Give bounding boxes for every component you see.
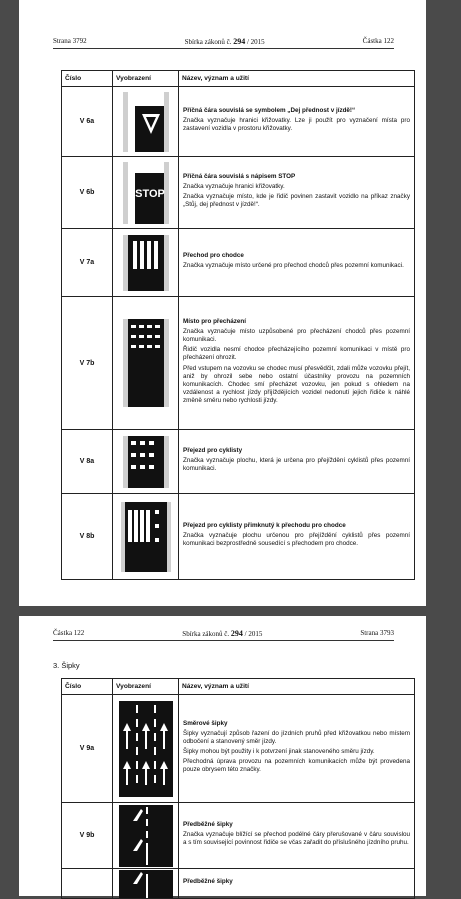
sign-v9b-image	[113, 803, 179, 869]
stop-text: STOP	[134, 187, 165, 200]
table-row	[62, 229, 415, 297]
sign-code: V 9a	[62, 695, 113, 803]
sign-description: Přechod pro chodce Značka vyznačuje místo určené pro přechod chodců přes pozemní komunikaci.	[179, 229, 415, 297]
table-row	[62, 297, 415, 430]
table-row	[62, 157, 415, 229]
header-right: Strana 3793	[360, 629, 394, 637]
sign-v7a-image	[113, 229, 179, 297]
sign-description: Směrové šipky Šipky vyznačují způsob řazení do jízdních pruhů před křižovatkou nebo místem odbočení a stanovený směr jízdy. Šipky mohou být použity i k potvrzení jinak stanoveného směru jízdy. Přechodná úprava provozu na pozemních komunikacích může být provedena pouze obrysem této značky.	[179, 695, 415, 803]
col-pic-header: Vyobrazení	[113, 679, 179, 695]
table-row	[62, 695, 415, 803]
page-2	[19, 616, 426, 896]
sign-code	[62, 869, 113, 899]
sign-code: V 8a	[62, 430, 113, 494]
table-header-row	[62, 71, 415, 87]
table-row	[62, 494, 415, 580]
sign-description: Přejezd pro cyklisty Značka vyznačuje plochu, která je určena pro přejíždění cyklistů přes pozemní komunikaci.	[179, 430, 415, 494]
sign-description: Příčná čára souvislá s nápisem STOP Značka vyznačuje hranici křižovatky. Značka vyznačuje místo, kde je řidič povinen zastavit vozidlo na příkaz značky „Stůj, dej přednost v jízdě!“.	[179, 157, 415, 229]
sign-description: Předběžné šipky Značka vyznačuje blížící se přechod podélné čáry přerušované v čáru souvislou a s tím související povinnost řidiče se včas zařadit do příslušného jízdního pruhu.	[179, 803, 415, 869]
sign-code: V 6a	[62, 87, 113, 157]
header-center: Sbírka zákonů č. 294 / 2015	[182, 629, 263, 638]
sign-description: Předběžné šipky	[179, 869, 415, 899]
sign-next-image	[113, 869, 179, 899]
header-left: Částka 122	[53, 629, 85, 637]
table-row	[62, 869, 415, 899]
table-row	[62, 87, 415, 157]
col-text-header: Název, význam a užití	[179, 71, 415, 87]
col-text-header: Název, význam a užití	[179, 679, 415, 695]
sign-code: V 8b	[62, 494, 113, 580]
sign-v8a-image	[113, 430, 179, 494]
sign-v6a-image	[113, 87, 179, 157]
signs-table-1	[61, 70, 415, 580]
table-row	[62, 803, 415, 869]
sign-v6b-image	[113, 157, 179, 229]
col-num-header: Číslo	[62, 679, 113, 695]
header-center: Sbírka zákonů č. 294 / 2015	[184, 37, 265, 46]
sign-description: Místo pro přecházení Značka vyznačuje místo uzpůsobené pro přecházení chodců přes pozemní komunikaci. Řidič vozidla nesmí chodce přecházejícího pozemní komunikaci v místě pro přecházení ohrozit. Před vstupem na vozovku se chodec musí přesvědčit, zdali může vozovku přejít, aniž by ohrozil sebe nebo ostatní účastníky provozu na pozemních komunikacích. Chodec smí přecházet vozovku, jen pokud s ohledem na vzdálenost a rychlost jízdy přijíždějících vozidel nedonutí jejich řidiče k náhlé změně směru nebo rychlosti jízdy.	[179, 297, 415, 430]
sign-code: V 6b	[62, 157, 113, 229]
table-header-row	[62, 679, 415, 695]
sign-code: V 9b	[62, 803, 113, 869]
sign-v8b-image	[113, 494, 179, 580]
col-num-header: Číslo	[62, 71, 113, 87]
table-row	[62, 430, 415, 494]
sign-description: Přejezd pro cyklisty přimknutý k přechodu pro chodce Značka vyznačuje plochu určenou pro přejíždění cyklistů přes pozemní komunikaci bezprostředně sousedící s přechodem pro chodce.	[179, 494, 415, 580]
page-header	[53, 629, 394, 641]
page-header	[53, 37, 394, 49]
sign-v7b-image	[113, 297, 179, 430]
section-title: 3. Šipky	[53, 661, 80, 670]
header-left: Strana 3792	[53, 37, 87, 45]
sign-code: V 7b	[62, 297, 113, 430]
sign-code: V 7a	[62, 229, 113, 297]
header-right: Částka 122	[362, 37, 394, 45]
col-pic-header: Vyobrazení	[113, 71, 179, 87]
sign-description: Příčná čára souvislá se symbolem „Dej přednost v jízdě!“ Značka vyznačuje hranici křižovatky. Lze ji použít pro vyznačení místa pro zastavení vozidla v prostoru křižovatky.	[179, 87, 415, 157]
signs-table-2	[61, 678, 415, 899]
sign-v9a-image	[113, 695, 179, 803]
page-1	[19, 0, 426, 606]
